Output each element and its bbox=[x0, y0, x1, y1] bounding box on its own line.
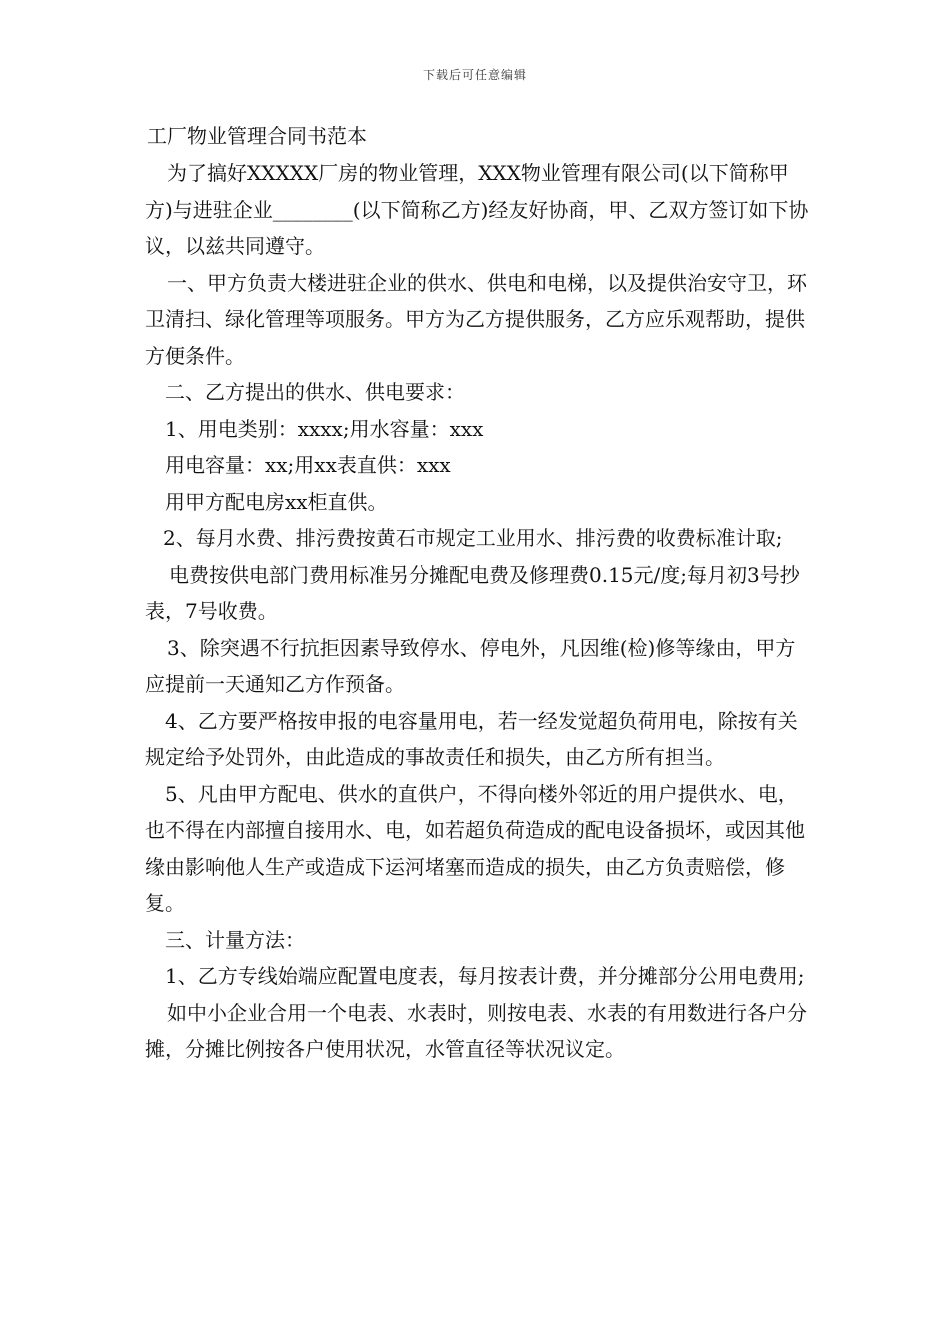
paragraph-item-2-3: 3、除突遇不行抗拒因素导致停水、停电外，凡因维(检)修等缘由，甲方应提前一天通知乙方作预备。 bbox=[145, 635, 796, 696]
paragraph-item-2-1: 1、用电类别：xxxx;用水容量：xxx bbox=[165, 416, 484, 441]
paragraph-item-2-1-supply: 用甲方配电房xx柜直供。 bbox=[165, 489, 388, 514]
document-body bbox=[145, 155, 815, 1068]
paragraph-item-2-4: 4、乙方要严格按申报的电容量用电，若一经发觉超负荷用电，除按有关规定给予处罚外，由此造成的事故责任和损失，由乙方所有担当。 bbox=[145, 708, 798, 769]
document-title: 工厂物业管理合同书范本 bbox=[147, 124, 367, 148]
paragraph-intro: 为了搞好XXXXX厂房的物业管理，XXX物业管理有限公司(以下简称甲方)与进驻企业________(以下简称乙方)经友好协商，甲、乙双方签订如下协议，以兹共同遵守。 bbox=[145, 161, 809, 258]
paragraph-item-2-2: 2、每月水费、排污费按黄石市规定工业用水、排污费的收费标准计取; bbox=[163, 526, 783, 550]
page-header-note: 下载后可任意编辑 bbox=[422, 68, 527, 82]
paragraph-item-3-1-shared: 如中小企业合用一个电表、水表时，则按电表、水表的有用数进行各户分摊，分摊比例按各户使用状况，水管直径等状况议定。 bbox=[145, 1000, 807, 1061]
paragraph-clause-2-heading: 二、乙方提出的供水、供电要求： bbox=[165, 380, 465, 404]
paragraph-item-2-2-electricity: 电费按供电部门费用标准另分摊配电费及修理费0.15元/度;每月初3号抄表，7号收费。 bbox=[145, 562, 800, 623]
paragraph-item-3-1: 1、乙方专线始端应配置电度表，每月按表计费，并分摊部分公用电费用; bbox=[165, 964, 805, 988]
paragraph-item-2-5: 5、凡由甲方配电、供水的直供户，不得向楼外邻近的用户提供水、电，也不得在内部擅自接用水、电，如若超负荷造成的配电设备损坏，或因其他缘由影响他人生产或造成下运河堵塞而造成的损失，由乙方负责赔偿，修复。 bbox=[145, 781, 805, 915]
paragraph-item-2-1-capacity: 用电容量：xx;用xx表直供：xxx bbox=[165, 453, 451, 477]
paragraph-clause-3-heading: 三、计量方法： bbox=[165, 927, 305, 952]
paragraph-clause-1: 一、甲方负责大楼进驻企业的供水、供电和电梯，以及提供治安守卫，环卫清扫、绿化管理等项服务。甲方为乙方提供服务，乙方应乐观帮助，提供方便条件。 bbox=[145, 270, 807, 368]
